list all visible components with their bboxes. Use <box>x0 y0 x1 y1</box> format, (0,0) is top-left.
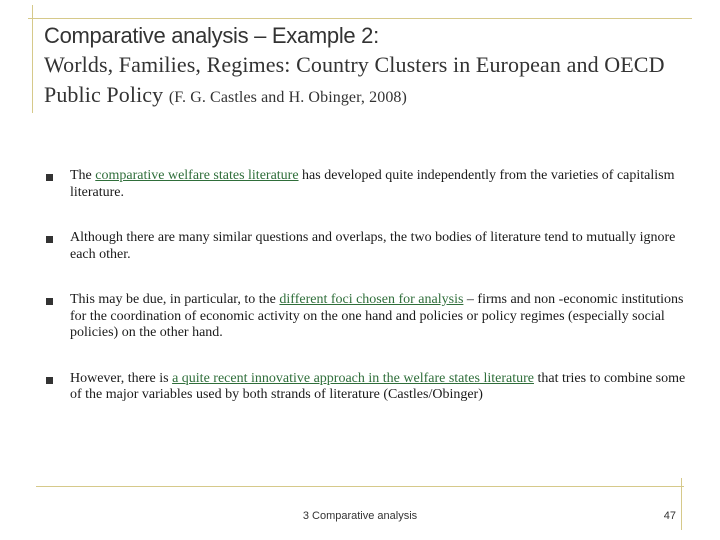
square-bullet-icon <box>46 377 53 384</box>
slide-subtitle <box>44 50 694 113</box>
bullet-item <box>44 292 694 342</box>
bullet-text: that tries to combine some of the major variables used by both strands of literature (Castles/Obinger) <box>70 370 686 402</box>
page-number: 47 <box>663 510 676 522</box>
bullet-item <box>44 371 694 404</box>
subtitle-authors: (F. G. Castles and H. Obinger, 2008) <box>168 89 407 106</box>
bullet-text: However, there is <box>70 370 173 386</box>
bullet-highlight-link[interactable]: comparative welfare states literature <box>95 168 299 183</box>
bottom-rule <box>36 486 684 487</box>
right-rule <box>681 478 682 530</box>
title-block <box>44 22 694 113</box>
bullet-highlight-link[interactable]: a quite recent innovative approach in the welfare states literature <box>172 370 534 386</box>
square-bullet-icon <box>46 298 53 305</box>
left-rule <box>32 5 33 113</box>
subtitle-text: Worlds, Families, Regimes: Country Clusters in European and OECD Public Policy <box>44 52 665 107</box>
top-rule <box>28 18 692 19</box>
bullet-item <box>44 230 694 263</box>
footer-section: 3 Comparative analysis <box>302 510 418 522</box>
bullet-item <box>44 168 694 201</box>
bullet-list <box>44 168 694 433</box>
square-bullet-icon <box>46 174 53 181</box>
bullet-text: – firms and non -economic institutions for the coordination of economic activity on the one hand and policies or policy regimes (especially social policies) on the other hand. <box>70 292 684 340</box>
bullet-text: The <box>70 168 96 183</box>
slide-title: Comparative analysis – Example 2: <box>44 23 379 48</box>
bullet-text: This may be due, in particular, to the <box>70 292 280 307</box>
bullet-text: Although there are many similar questions and overlaps, the two bodies of literature tend to mutually ignore each other. <box>70 230 676 262</box>
bullet-text: has developed quite independently from the varieties of capitalism literature. <box>70 168 675 200</box>
square-bullet-icon <box>46 236 53 243</box>
bullet-highlight-link[interactable]: different foci chosen for analysis <box>279 292 464 307</box>
